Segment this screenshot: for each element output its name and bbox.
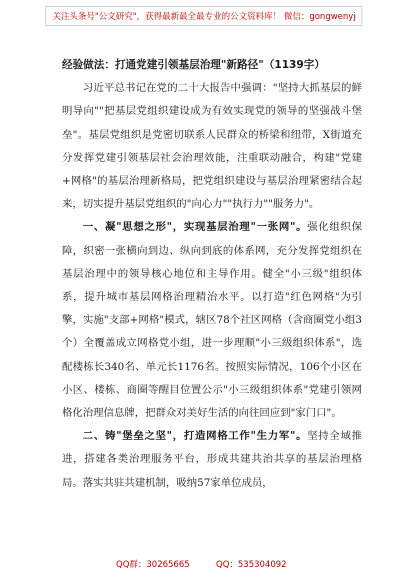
footer-qq-group: QQ群：30265665 — [116, 560, 190, 570]
document-title: 经验做法：打通党建引领基层治理"新路径"（1139字） — [62, 59, 325, 71]
document-body — [62, 54, 362, 495]
header-banner: 关注头条号"公文研究"，获得最新最全最专业的公文资料库！ 微信：gongwenyj — [45, 6, 362, 26]
section-2-heading: 二、铸"堡垒之坚"，打造网格工作"生力军"。 — [82, 430, 308, 443]
intro-paragraph: 习近平总书记在党的二十大报告中强调："坚持大抓基层的鲜明导向""把基层党组织建设成为有效实现党的领导的坚强战斗堡垒"。基层党组织是党密切联系人民群众的桥梁和纽带，X街道充分发挥党建引领基层社会治理效能，注重联动融合，构建"党建+网格"的基层治理新格局，把党组织建设与基层治理紧密结合起来，切实提升基层党组织的"向心力""执行力""服务力"。 — [62, 82, 362, 211]
section-1-heading: 一、凝"思想之形"，实现基层治理"一张网"。 — [82, 221, 308, 234]
section-2-body: 坚持全域推进，搭建各类治理服务平台，形成共建共治共享的基层治理格局。落实共驻共建机制，吸纳57家单位成员， — [62, 430, 362, 489]
section-1-paragraph — [62, 216, 362, 425]
footer-qq-contact: QQ：535304092 — [216, 560, 287, 570]
section-2-paragraph — [62, 425, 362, 495]
section-1-body: 强化组织保障，织密一张横向到边、纵向到底的体系网，充分发挥党组织在基层治理中的领导核心地位和主导作用。健全"小三级"组织体系，提升城市基层网格治理精治水平。以打造"红色网格"为引擎，实施"支部+网格"模式，辖区78个社区网格（含商圈党小组3个）全覆盖成立网格党小组，进一步理顺"小三级组织体系"，选配楼栋长340名、单元长1176名。按照实际情况，106个小区在小区、楼栋、商圈等醒目位置公示"小三级组织体系"党建引领网格化治理信息牌，把群众对美好生活的向往回应到"家门口"。 — [62, 221, 362, 420]
